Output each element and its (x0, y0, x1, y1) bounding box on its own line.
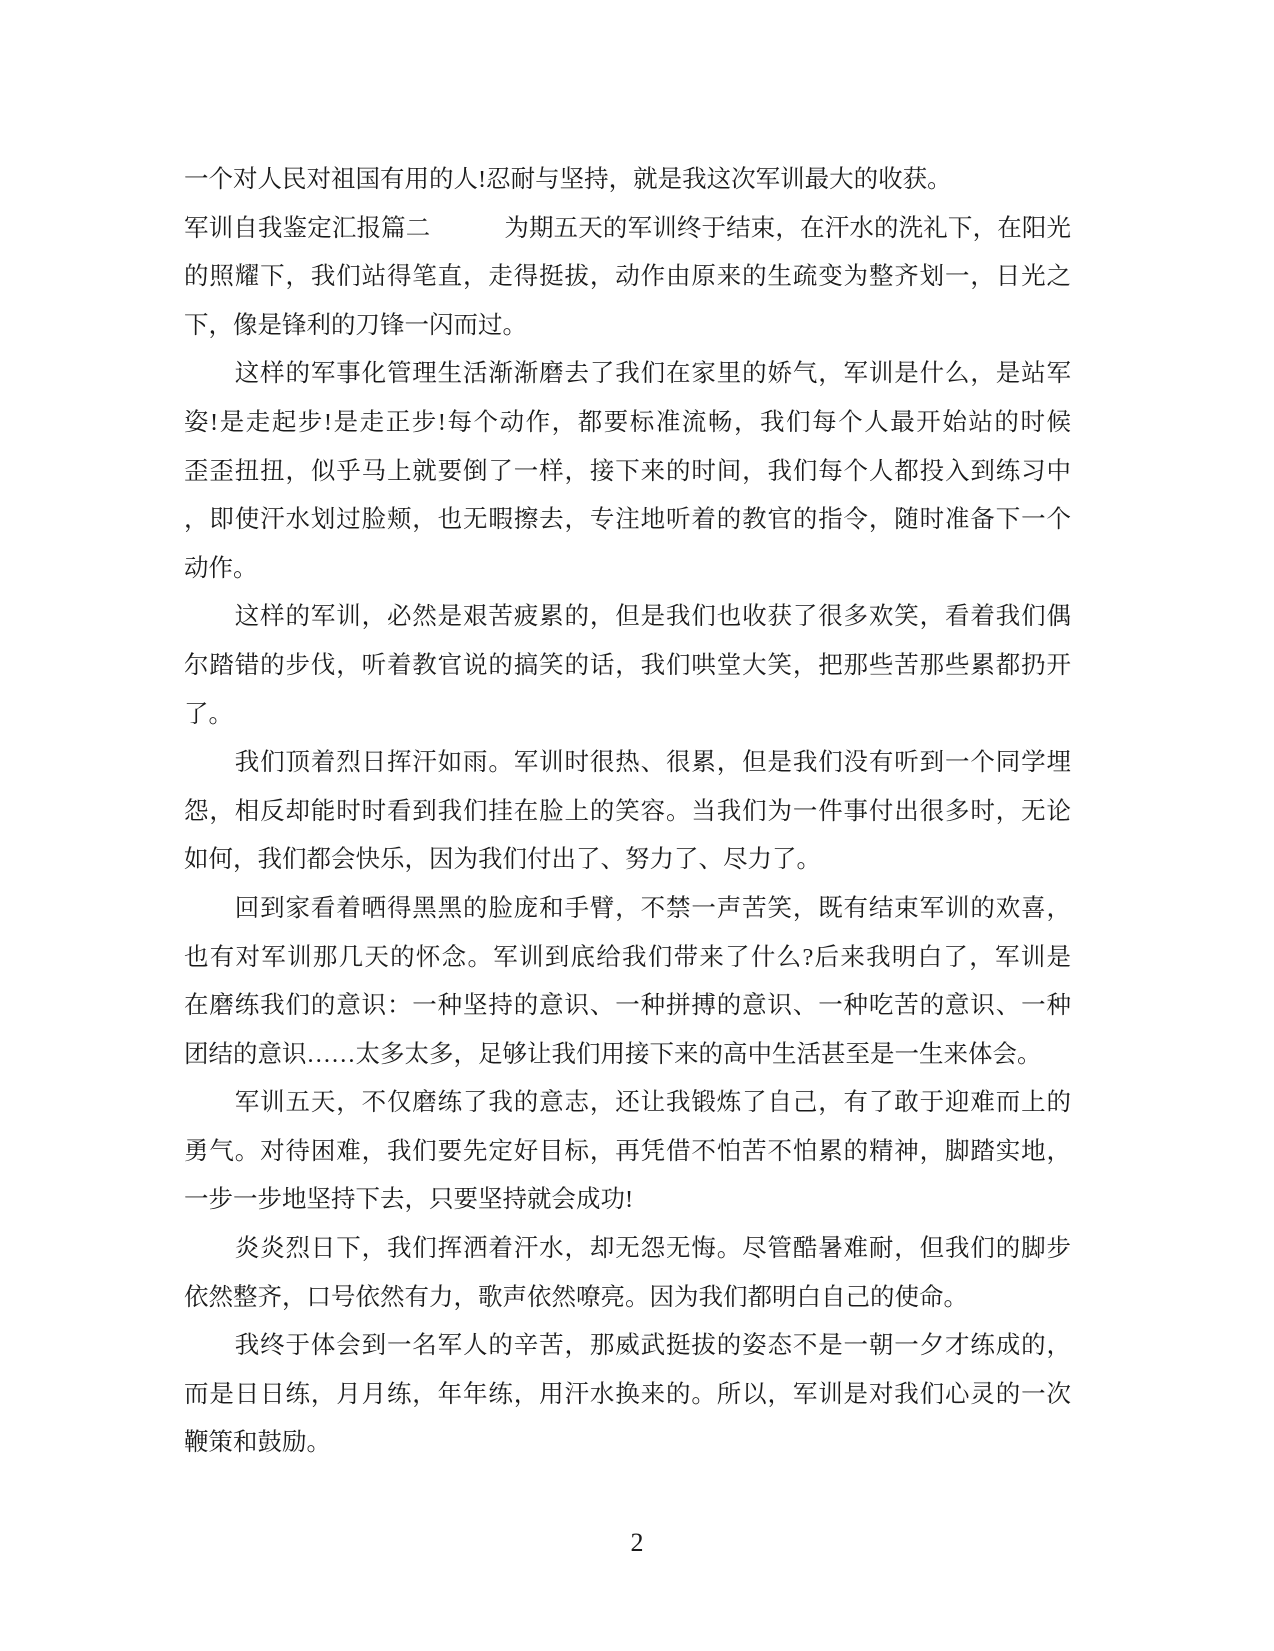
text-line: 我们顶着烈日挥汗如雨。军训时很热、很累，但是我们没有听到一个同学埋 (184, 749, 1071, 777)
text-line: 勇气。对待困难，我们要先定好目标，再凭借不怕苦不怕累的精神，脚踏实地， (184, 1137, 1071, 1165)
page-number: 2 (630, 1528, 644, 1557)
text-line: 在磨练我们的意识：一种坚持的意识、一种拼搏的意识、一种吃苦的意识、一种 (184, 992, 1071, 1020)
text-line: 炎炎烈日下，我们挥洒着汗水，却无怨无悔。尽管酷暑难耐，但我们的脚步 (184, 1235, 1071, 1263)
text-line: 一个对人民对祖国有用的人!忍耐与坚持，就是我这次军训最大的收获。 (184, 166, 952, 193)
text-line: 如何，我们都会快乐，因为我们付出了、努力了、尽力了。 (184, 846, 821, 874)
document-text (184, 156, 1071, 1468)
text-line: 军训自我鉴定汇报篇二 为期五天的军训终于结束，在汗水的洗礼下，在阳光 (184, 214, 1071, 242)
text-line: 回到家看着晒得黑黑的脸庞和手臂，不禁一声苦笑，既有结束军训的欢喜， (184, 894, 1071, 922)
text-line: 动作。 (184, 554, 258, 582)
text-line: 这样的军训，必然是艰苦疲累的，但是我们也收获了很多欢笑，看着我们偶 (184, 603, 1071, 631)
text-line: ，即使汗水划过脸颊，也无暇擦去，专注地听着的教官的指令，随时准备下一个 (184, 506, 1071, 534)
text-line: 怨，相反却能时时看到我们挂在脸上的笑容。当我们为一件事付出很多时，无论 (184, 797, 1071, 825)
text-line: 下，像是锋利的刀锋一闪而过。 (184, 311, 527, 339)
text-line: 鞭策和鼓励。 (184, 1429, 331, 1457)
text-line: 军训五天，不仅磨练了我的意志，还让我锻炼了自己，有了敢于迎难而上的 (184, 1089, 1071, 1117)
text-line: 了。 (184, 700, 233, 728)
text-line: 的照耀下，我们站得笔直，走得挺拔，动作由原来的生疏变为整齐划一，日光之 (184, 263, 1071, 291)
text-line: 姿!是走起步!是走正步!每个动作，都要标准流畅，我们每个人最开始站的时候 (184, 408, 1071, 436)
text-line: 这样的军事化管理生活渐渐磨去了我们在家里的娇气，军训是什么，是站军 (184, 360, 1071, 388)
text-line: 我终于体会到一名军人的辛苦，那威武挺拔的姿态不是一朝一夕才练成的， (184, 1332, 1071, 1360)
text-line: 依然整齐，口号依然有力，歌声依然嘹亮。因为我们都明白自己的使命。 (184, 1283, 968, 1311)
text-line: 一步一步地坚持下去，只要坚持就会成功! (184, 1186, 634, 1214)
text-line: 尔踏错的步伐，听着教官说的搞笑的话，我们哄堂大笑，把那些苦那些累都扔开 (184, 651, 1071, 679)
text-line: 而是日日练，月月练，年年练，用汗水换来的。所以，军训是对我们心灵的一次 (184, 1380, 1071, 1408)
text-line: 也有对军训那几天的怀念。军训到底给我们带来了什么?后来我明白了，军训是 (184, 943, 1071, 971)
text-line: 团结的意识……太多太多，足够让我们用接下来的高中生活甚至是一生来体会。 (184, 1040, 1042, 1068)
text-line: 歪歪扭扭，似乎马上就要倒了一样，接下来的时间，我们每个人都投入到练习中 (184, 457, 1071, 485)
